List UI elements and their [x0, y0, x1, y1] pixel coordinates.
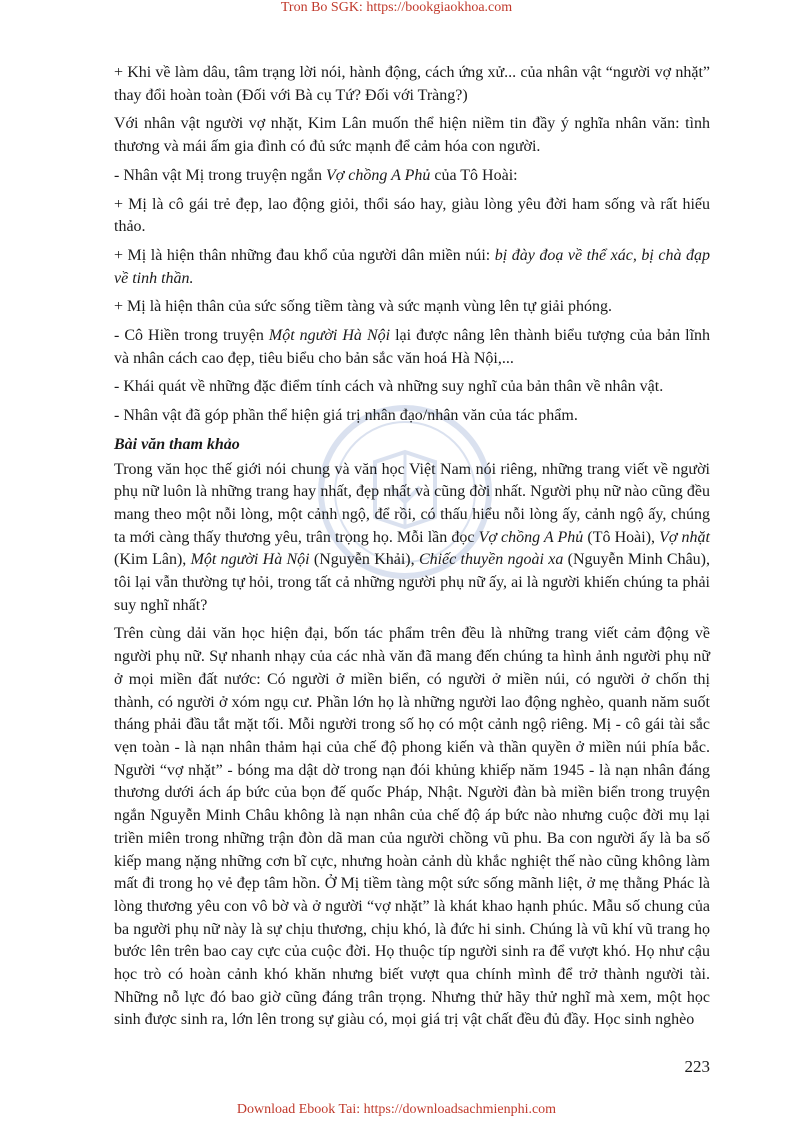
outline-paragraph: [114, 113, 710, 158]
outline-paragraph: [114, 245, 710, 290]
text-run: Trên cùng dải văn học hiện đại, bốn tác phẩm trên đều là những trang viết cảm động về người phụ nữ. Sự nhanh nhạy của các nhà văn đã mang đến chúng ta hình ảnh người phụ nữ ở mọi miền đất nước: Có người ở miền biển, có người ở miền núi, có người ở chốn thị thành, có người ở xóm ngụ cư. Phần lớn họ là những người lao động nghèo, quanh năm suốt tháng phải đầu tắt mặt tối. Mỗi người trong số họ có một cảnh ngộ riêng. Mị - cô gái tài sắc vẹn toàn - là nạn nhân thảm hại của chế độ phong kiến và thần quyền ở miền núi phía bắc. Người “vợ nhặt” - bóng ma dật dờ trong nạn đói khủng khiếp năm 1945 - là nạn nhân đáng thương dưới ách áp bức của bọn đế quốc Pháp, Nhật. Người đàn bà miền biển trong truyện ngắn Nguyễn Minh Châu không là nạn nhân của chế độ áp bức nào nhưng cuộc đời mụ lại triền miên trong những trận đòn dã man của người chồng vũ phu. Ba con người ấy là ba số kiếp mang nặng những cơn bĩ cực, nhưng hoàn cảnh dù khắc nghiệt thế nào cũng không làm mất đi trong họ vẻ đẹp tâm hồn. Ở Mị tiềm tàng một sức sống mãnh liệt, ở mẹ thằng Phác là lòng thương yêu con vô bờ và ở người “vợ nhặt” là khát khao hạnh phúc. Mẫu số chung của ba người phụ nữ này là sự chịu thương, chịu khó, là đức hi sinh. Chúng là vũ khí vũ trang họ bước lên trên bao cay cực của cuộc đời. Họ thuộc típ người sinh ra để vượt khó. Họ như cậu học trò có hoàn cảnh khó khăn nhưng biết vượt qua chính mình để trở thành người tài. Những nỗ lực đó bao giờ cũng đáng trân trọng. Nhưng thử hãy thử nghĩ mà xem, một học sinh được sinh ra, lớn lên trong sự giàu có, mọi giá trị vật chất đều đủ đầy. Học sinh nghèo: [114, 625, 710, 1029]
page-number: 223: [684, 1057, 710, 1076]
outline-section: [114, 62, 710, 428]
text-run: - Nhân vật Mị trong truyện ngắn: [114, 166, 326, 184]
essay-paragraph: [114, 623, 710, 1032]
text-run: lại được nâng lên thành biểu tượng của bản lĩnh và nhân cách cao đẹp, tiêu biểu cho bản sắc văn hoá Hà Nội,...: [114, 327, 711, 367]
text-run: - Cô Hiền trong truyện: [114, 327, 269, 345]
outline-paragraph: [114, 194, 710, 239]
text-run: Trong văn học thế giới nói chung và văn học Việt Nam nói riêng, những trang viết về người phụ nữ luôn là những trang hay nhất, đẹp nhất và cũng đời nhất. Người phụ nữ nào cũng đều mang theo một nỗi lòng, một cảnh ngộ, để rồi, có thấu hiểu nỗi lòng ấy, cảnh ngộ ấy, chúng ta mới càng thấy thương yêu, trân trọng họ. Mỗi lần đọc: [114, 460, 710, 546]
section-title: Bài văn tham khảo: [114, 435, 240, 453]
text-run: + Khi về làm dâu, tâm trạng lời nói, hành động, cách ứng xử... của nhân vật “người vợ nhặt” thay đổi hoàn toàn (Đối với Bà cụ Tứ? Đối với Tràng?): [114, 64, 710, 104]
text-run: - Khái quát về những đặc điểm tính cách và những suy nghĩ của bản thân về nhân vật.: [114, 378, 664, 396]
page-header-link: Tron Bo SGK: https://bookgiaokhoa.com: [280, 0, 513, 15]
italic-text: Một người Hà Nội: [268, 327, 391, 345]
outline-paragraph: [114, 405, 710, 428]
text-run: - Nhân vật đã góp phần thể hiện giá trị nhân đạo/nhân văn của tác phẩm.: [114, 407, 578, 425]
essay-section: [114, 459, 710, 1033]
text-run: (Kim Lân),: [114, 551, 191, 569]
text-run: + Mị là cô gái trẻ đẹp, lao động giỏi, thổi sáo hay, giàu lòng yêu đời ham sống và rất hiếu thảo.: [114, 195, 710, 236]
italic-text: bị đày đoạ về thể xác, bị chà đạp về tinh thần.: [114, 246, 711, 287]
text-run: Với nhân vật người vợ nhặt, Kim Lân muốn thể hiện niềm tin đầy ý nghĩa nhân văn: tình thương và mái ấm gia đình có đủ sức mạnh để cảm hóa con người.: [114, 115, 710, 156]
text-run: của Tô Hoài:: [430, 166, 518, 184]
italic-text: Vợ nhặt: [659, 528, 711, 546]
outline-paragraph: [114, 62, 710, 107]
italic-text: Một người Hà Nội: [190, 551, 310, 569]
italic-text: Vợ chồng A Phủ: [325, 166, 431, 184]
outline-paragraph: [114, 376, 710, 399]
text-run: (Nguyễn Khải),: [309, 551, 419, 569]
text-run: + Mị là hiện thân của sức sống tiềm tàng và sức mạnh vùng lên tự giải phóng.: [114, 298, 613, 316]
italic-text: Vợ chồng A Phủ: [478, 528, 584, 546]
outline-paragraph: [114, 325, 710, 370]
text-run: (Nguyễn Minh Châu), tôi lại vẫn thường tự hỏi, trong tất cả những người phụ nữ ấy, ai là người khiến chúng ta phải suy nghĩ nhất?: [114, 551, 710, 614]
outline-paragraph: [114, 165, 710, 188]
essay-paragraph: [114, 459, 710, 618]
outline-paragraph: [114, 296, 710, 319]
page-body: [114, 62, 710, 1038]
text-run: + Mị là hiện thân những đau khổ của người dân miền núi:: [114, 246, 495, 264]
italic-text: Chiếc thuyền ngoài xa: [418, 551, 564, 569]
page-footer-link: Download Ebook Tai: https://downloadsachmienphi.com: [236, 1102, 557, 1117]
text-run: (Tô Hoài),: [583, 528, 660, 546]
